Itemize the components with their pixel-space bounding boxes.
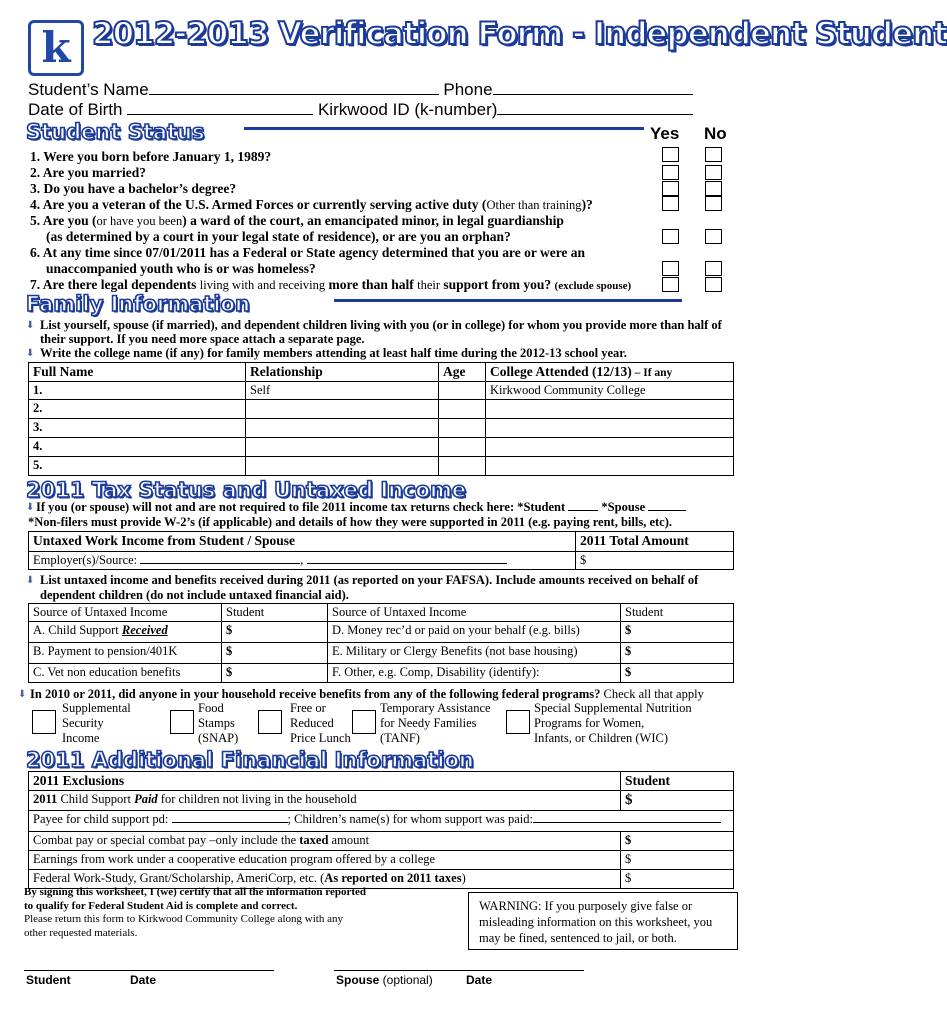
question-1: 1. Were you born before January 1, 1989? [30,149,272,164]
q6-no-checkbox[interactable] [705,261,722,276]
family-college-cell[interactable] [486,419,734,438]
q4-yes-checkbox[interactable] [662,196,679,211]
form-title: 2012-2013 Verification Form - Independent Student [92,16,947,52]
family-table [28,362,734,476]
col-source-left: Source of Untaxed Income [29,604,222,622]
family-row-num: 3. [29,419,246,438]
exclusion-amount-5[interactable]: $ [621,870,734,889]
untaxed-income-table [28,603,734,683]
student-status-rule [244,127,644,130]
col-source-right: Source of Untaxed Income [328,604,621,622]
program-tanf: Temporary Assistance for Needy Families (TANF) [380,701,491,745]
kirkwood-logo: k [28,20,84,76]
table-row [29,832,734,851]
program-snap: Food Stamps (SNAP) [198,701,239,745]
col-student-right: Student [621,604,734,622]
kirkwood-id-label: Kirkwood ID (k-number) [317,100,498,119]
exclusion-amount-3[interactable]: $ [621,832,734,851]
family-row-num: 5. [29,457,246,476]
kirkwood-id-field[interactable] [497,101,693,115]
exclusion-child-support: 2011 Child Support Paid for children not living in the household [29,791,621,811]
untaxed-amount-f[interactable]: $ [621,664,734,683]
signature-spouse-label: Spouse (optional) [336,973,433,987]
q7-no-checkbox[interactable] [705,277,722,292]
total-amount-header: 2011 Total Amount [576,532,734,552]
table-row [29,419,734,438]
exclusion-payee[interactable]: Payee for child support pd: ; Children’s name(s) for whom support was paid: [29,811,734,832]
dob-row [28,100,693,120]
arrow-bullet-icon: ⬇ [26,320,35,331]
table-row [29,400,734,419]
arrow-bullet-icon: ⬇ [26,502,35,513]
warning-box: WARNING: If you purposely give false or misleading information on this worksheet, you may be fined, sentenced to jail, or both. [468,892,738,950]
nonfiler-spouse-field[interactable] [648,500,686,511]
question-5-line2: (as determined by a court in your legal state of residence), or are you an orphan? [46,229,511,244]
table-row [29,622,734,643]
table-row [29,438,734,457]
untaxed-item-c: C. Vet non education benefits [29,664,222,683]
ssi-checkbox[interactable] [32,710,56,734]
col-exclusions: 2011 Exclusions [29,772,621,791]
q5-no-checkbox[interactable] [705,229,722,244]
q4-no-checkbox[interactable] [705,196,722,211]
arrow-bullet-icon: ⬇ [26,348,35,359]
untaxed-instruction-b: dependent children (do not include untaxed financial aid). [40,588,349,602]
untaxed-amount-e[interactable]: $ [621,643,734,664]
untaxed-amount-c[interactable]: $ [222,664,328,683]
family-college-cell[interactable] [486,438,734,457]
untaxed-item-f: F. Other, e.g. Comp, Disability (identify): [328,664,621,683]
benefits-question: In 2010 or 2011, did anyone in your household receive benefits from any of the following federal programs? Check all that apply [30,687,704,701]
family-row-num: 2. [29,400,246,419]
family-age-cell[interactable] [439,382,486,400]
col-relationship: Relationship [246,363,439,382]
student-name-label: Student’s Name [28,80,149,99]
untaxed-amount-b[interactable]: $ [222,643,328,664]
family-age-cell[interactable] [439,438,486,457]
nonfiler-note: *Non-filers must provide W-2’s (if applicable) and details of how they were supported in 2011 (e.g. paying rent, bills, etc). [28,515,672,529]
employer-source-cell[interactable]: Employer(s)/Source: , [29,552,576,570]
student-name-field[interactable] [149,81,439,95]
work-income-header: Untaxed Work Income from Student / Spouse [29,532,576,552]
family-age-cell[interactable] [439,419,486,438]
family-college-cell[interactable] [486,400,734,419]
exclusion-amount-4[interactable]: $ [621,851,734,870]
snap-checkbox[interactable] [170,710,194,734]
q6-yes-checkbox[interactable] [662,261,679,276]
wic-checkbox[interactable] [506,710,530,734]
arrow-bullet-icon: ⬇ [26,575,35,586]
table-row [29,382,734,400]
nonfiler-text: If you (or spouse) will not and are not required to file 2011 income tax returns check here: *Student *Spouse [36,500,686,515]
family-instruction-1: List yourself, spouse (if married), and dependent children living with you (or in college) for whom you provide more than half of [40,318,722,332]
q1-yes-checkbox[interactable] [662,147,679,162]
untaxed-amount-a[interactable]: $ [222,622,328,643]
program-ssi: Supplemental Security Income [62,701,131,745]
q3-no-checkbox[interactable] [705,181,722,196]
q1-no-checkbox[interactable] [705,147,722,162]
q2-yes-checkbox[interactable] [662,165,679,180]
q2-no-checkbox[interactable] [705,165,722,180]
untaxed-instruction: List untaxed income and benefits received during 2011 (as reported on your FAFSA). Include amounts received on behalf of [40,573,699,587]
family-relationship-cell[interactable] [246,457,439,476]
col-student: Student [621,772,734,791]
family-info-rule [334,299,682,302]
untaxed-item-a: A. Child Support Received [29,622,222,643]
family-row-num: 4. [29,438,246,457]
untaxed-item-d: D. Money rec’d or paid on your behalf (e.g. bills) [328,622,621,643]
signature-date-label: Date [466,973,493,987]
family-college-cell[interactable] [486,457,734,476]
phone-field[interactable] [493,81,693,95]
yes-header: Yes [650,124,680,143]
lunch-checkbox[interactable] [258,710,282,734]
family-info-heading: Family Information [26,292,250,316]
col-age: Age [439,363,486,382]
untaxed-item-e: E. Military or Clergy Benefits (not base housing) [328,643,621,664]
col-student-left: Student [222,604,328,622]
question-7: 7. Are there legal dependents living with and receiving more than half their support from you? (exclude spouse) [30,277,632,292]
family-relationship-cell[interactable] [246,400,439,419]
program-lunch: Free or Reduced Price Lunch [290,701,351,745]
table-row [29,791,734,811]
student-signature-line[interactable] [24,970,274,971]
family-row-num: 1. [29,382,246,400]
exclusion-combat-pay: Combat pay or special combat pay –only include the taxed amount [29,832,621,851]
signature-student-label: Student [26,973,71,987]
program-wic: Special Supplemental Nutrition Programs for Women, Infants, or Children (WIC) [534,701,692,745]
family-instruction-2: Write the college name (if any) for family members attending at least half time during the 2012-13 school year. [40,346,627,360]
untaxed-item-b: B. Payment to pension/401K [29,643,222,664]
student-status-heading: Student Status [26,120,205,144]
table-row [29,457,734,476]
family-instruction-1b: their support. If you need more space attach a separate page. [40,332,365,346]
nonfiler-student-field[interactable] [568,500,598,511]
tanf-checkbox[interactable] [352,710,376,734]
exclusion-amount-1[interactable]: $ [621,791,734,811]
exclusion-coop-earnings: Earnings from work under a cooperative education program offered by a college [29,851,621,870]
question-2: 2. Are you married? [30,165,146,180]
phone-label: Phone [443,80,493,99]
question-6-line2: unaccompanied youth who is or was homeless? [46,261,316,276]
table-row [29,811,734,832]
dob-label: Date of Birth [28,100,123,119]
question-6: 6. At any time since 07/01/2011 has a Federal or State agency determined that you are or were an [30,245,586,260]
spouse-signature-line[interactable] [334,970,584,971]
family-age-cell[interactable] [439,400,486,419]
family-relationship-cell[interactable] [246,438,439,457]
work-income-table [28,531,734,570]
question-5: 5. Are you (or have you been) a ward of the court, an emancipated minor, in legal guardianship [30,213,564,228]
certification-text: By signing this worksheet, I (we) certify that all the information reported to qualify for Federal Student Aid is complete and correct. Please return this form to Kirkwood Community College along with any other requested materials. [24,886,366,939]
q5-yes-checkbox[interactable] [662,229,679,244]
col-college: College Attended (12/13) – If any [486,363,734,382]
family-relationship-cell[interactable] [246,419,439,438]
question-4: 4. Are you a veteran of the U.S. Armed Forces or currently serving active duty (Other than training)? [30,197,593,212]
family-relationship-cell[interactable]: Self [246,382,439,400]
table-row [29,664,734,683]
table-row [29,851,734,870]
student-name-row [28,80,693,100]
additional-financial-heading: 2011 Additional Financial Information [26,748,474,772]
arrow-bullet-icon: ⬇ [18,689,27,700]
signature-date-label: Date [130,973,157,987]
family-age-cell[interactable] [439,457,486,476]
exclusions-table [28,771,734,889]
q3-yes-checkbox[interactable] [662,181,679,196]
table-row [29,643,734,664]
no-header: No [704,124,727,143]
tax-status-heading: 2011 Tax Status and Untaxed Income [26,478,467,502]
family-college-cell[interactable]: Kirkwood Community College [486,382,734,400]
total-amount-cell[interactable]: $ [576,552,734,570]
col-full-name: Full Name [29,363,246,382]
q7-yes-checkbox[interactable] [662,277,679,292]
question-3: 3. Do you have a bachelor’s degree? [30,181,237,196]
untaxed-amount-d[interactable]: $ [621,622,734,643]
dob-field[interactable] [127,101,313,115]
exclusion-work-study: Federal Work-Study, Grant/Scholarship, AmeriCorp, etc. (As reported on 2011 taxes) [29,870,621,889]
